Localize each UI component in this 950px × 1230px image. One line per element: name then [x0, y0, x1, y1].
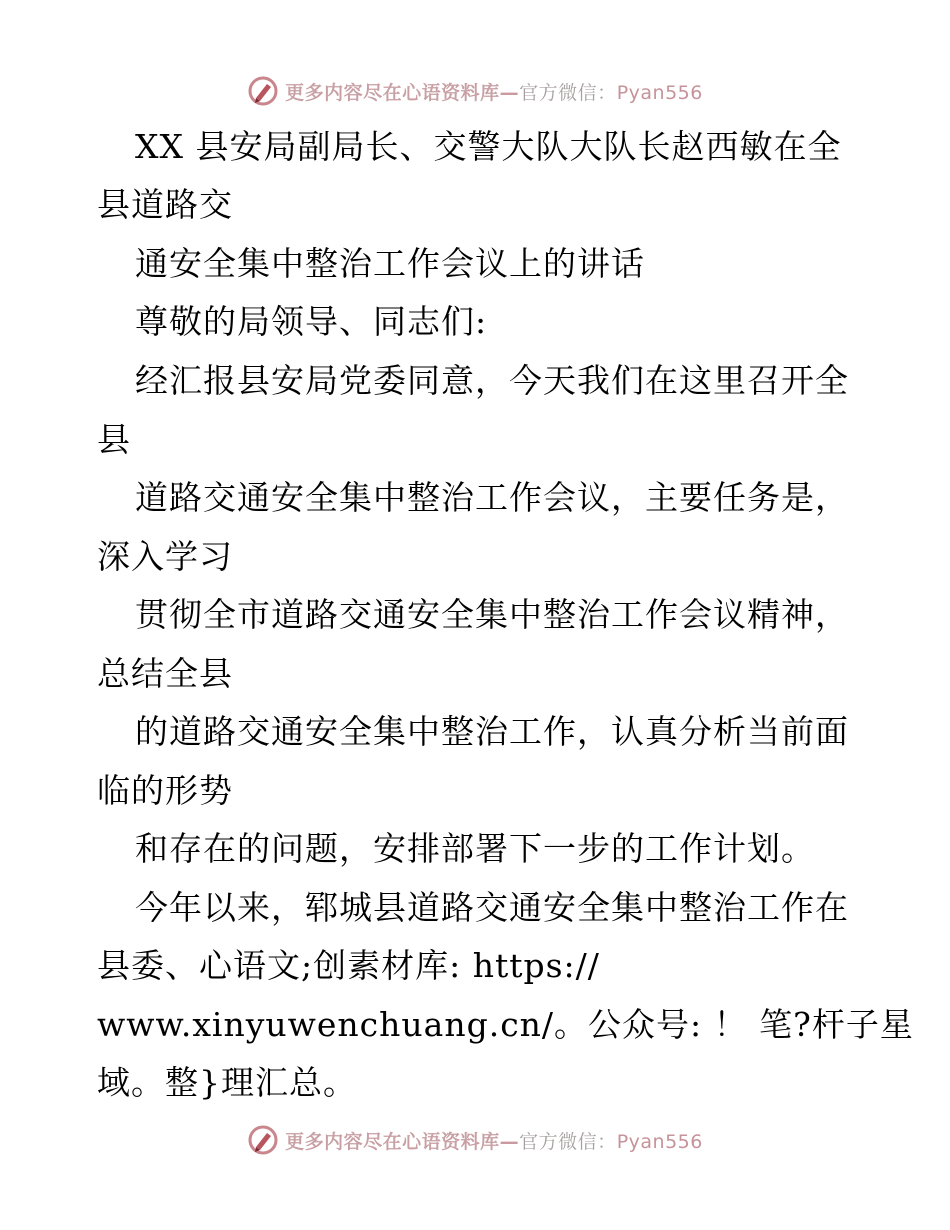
watermark-text: 更多内容尽在心语资料库—官方微信：Pyan556 — [285, 81, 703, 104]
paragraph-line: XX 县安局副局长、交警大队大队长赵西敏在全 — [135, 127, 842, 166]
paragraph-line: 县 — [97, 420, 131, 459]
paragraph-line: 道路交通安全集中整治工作会议，主要任务是， — [135, 478, 849, 517]
paragraph-line: 域。整}理汇总。 — [97, 1063, 357, 1102]
watermark-inner — [247, 1124, 703, 1156]
paragraph-line: 尊敬的局领导、同志们: — [135, 302, 488, 341]
watermark-banner-top — [0, 71, 950, 111]
watermark-inner — [247, 75, 703, 107]
paragraph-line: 今年以来，郓城县道路交通安全集中整治工作在 — [135, 888, 849, 927]
paragraph-line: 通安全集中整治工作会议上的讲话 — [135, 244, 645, 283]
paragraph-line: 总结全县 — [97, 654, 233, 693]
paragraph-line: 县委、心语文;创素材库: https:// — [97, 946, 600, 985]
watermark-banner-bottom — [0, 1120, 950, 1160]
watermark-text: 更多内容尽在心语资料库—官方微信：Pyan556 — [285, 1130, 703, 1153]
paragraph-line: 临的形势 — [97, 771, 233, 810]
paragraph-line: 的道路交通安全集中整治工作，认真分析当前面 — [135, 712, 849, 751]
paragraph-line: 贯彻全市道路交通安全集中整治工作会议精神， — [135, 595, 849, 634]
paragraph-line: 和存在的问题，安排部署下一步的工作计划。 — [135, 829, 815, 868]
pen-logo-icon — [247, 1124, 279, 1156]
paragraph-line: 县道路交 — [97, 185, 233, 224]
paragraph-line: 经汇报县安局党委同意，今天我们在这里召开全 — [135, 361, 849, 400]
pen-logo-icon — [247, 75, 279, 107]
paragraph-line: www.xinyuwenchuang.cn/。公众号: ！ 笔?杆子星 — [97, 1005, 914, 1044]
paragraph-line: 深入学习 — [97, 537, 233, 576]
